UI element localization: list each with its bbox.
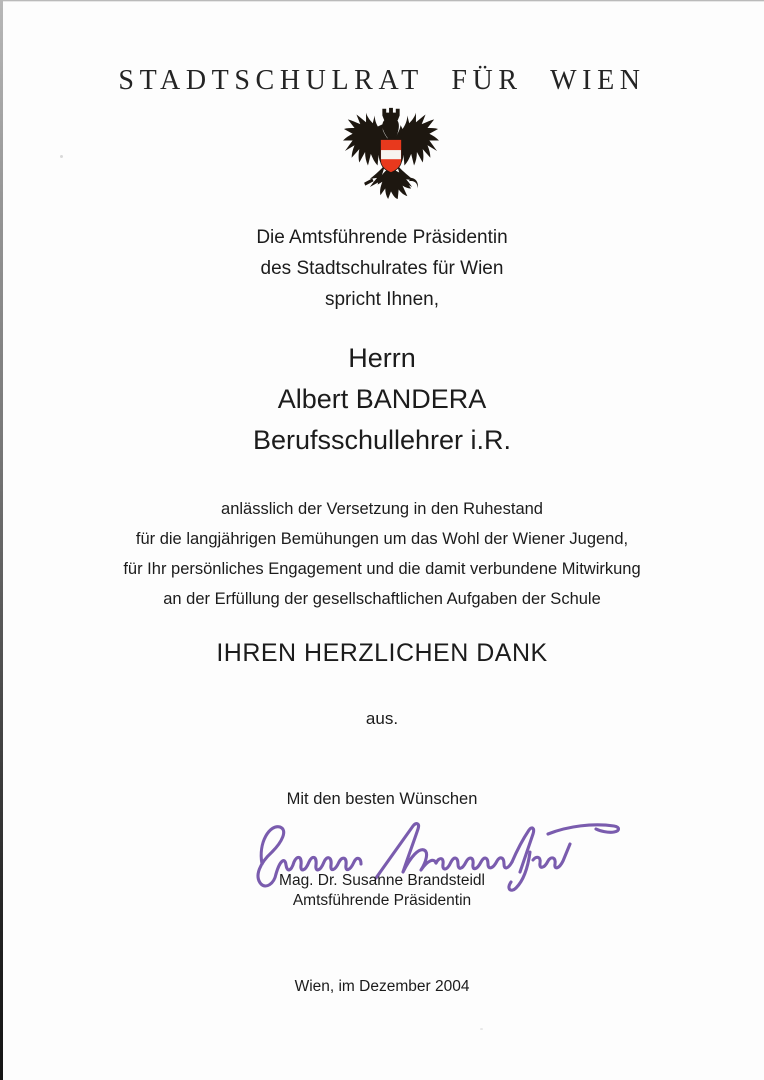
signatory-title: Amtsführende Präsidentin [292, 892, 472, 909]
intro-line: Die Amtsführende Präsidentin [256, 227, 508, 248]
letterhead-title: STADTSCHULRAT FÜR WIEN [118, 65, 646, 96]
scan-artifact-left-edge [0, 0, 3, 1080]
dateline: Wien, im Dezember 2004 [294, 978, 470, 995]
closing-word: aus. [365, 709, 399, 728]
scan-artifact-top-edge [0, 0, 764, 2]
recipient-title: Berufsschullehrer i.R. [252, 425, 512, 455]
body-line: an der Erfüllung der gesellschaftlichen Aufgaben der Schule [163, 590, 601, 608]
recipient-salutation: Herrn [348, 343, 416, 373]
scan-speck [60, 155, 63, 158]
signature-stroke [533, 844, 570, 868]
body-line: für Ihr persönliches Engagement und die damit verbundene Mitwirkung [123, 560, 641, 578]
austrian-eagle-emblem [343, 104, 439, 200]
intro-line: des Stadtschulrates für Wien [260, 258, 504, 279]
recipient-name: Albert BANDERA [277, 384, 487, 414]
intro-paragraph [4, 222, 760, 315]
body-line: anlässlich der Versetzung in den Ruhestand [221, 500, 543, 518]
sickle-icon [409, 178, 418, 189]
shield-white-band [381, 150, 401, 159]
signatory-name: Mag. Dr. Susanne Brandsteidl [279, 872, 485, 889]
signature-stroke [512, 828, 534, 872]
signature-stroke [548, 825, 619, 834]
body-line: für die langjährigen Bemühungen um das Wohl der Wiener Jugend, [135, 530, 629, 548]
signature-stroke [376, 824, 436, 878]
intro-line: spricht Ihnen, [324, 289, 440, 310]
body-paragraph [4, 494, 760, 614]
signature-stroke [436, 858, 512, 869]
scan-speck [480, 1028, 483, 1030]
recipient-block [4, 338, 760, 461]
thanks-emphasis-line: IHREN HERZLICHEN DANK [216, 639, 548, 667]
wishes-line: Mit den besten Wünschen [286, 790, 478, 808]
signatory-block [4, 871, 760, 911]
